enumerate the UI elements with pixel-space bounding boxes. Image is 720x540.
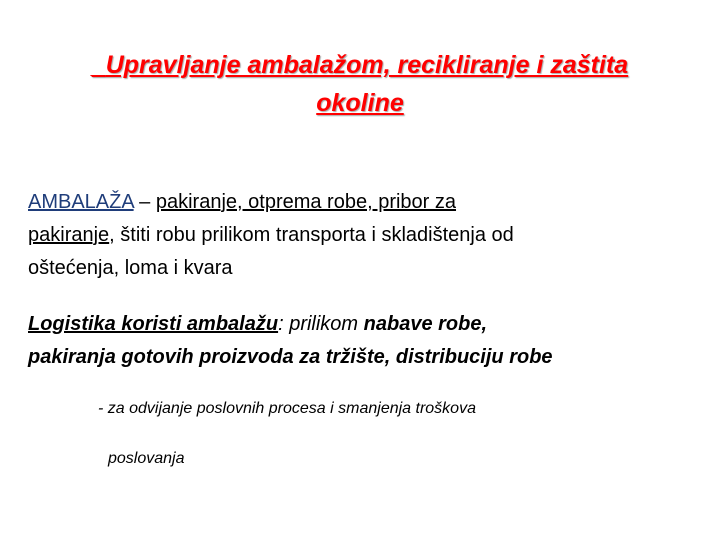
definition-paragraph: [28, 186, 698, 285]
logistics-bold-1: nabave robe,: [363, 313, 488, 335]
term-ambalaza: AMBALAŽA: [28, 191, 134, 213]
purpose-line-continued: poslovanja: [108, 450, 185, 467]
definition-text-b: pakiranje: [28, 224, 110, 246]
logistics-colon: : prilikom: [278, 313, 364, 335]
purpose-line: - za odvijanje poslovnih procesa i smanjenja troškova: [98, 400, 476, 417]
definition-rest-b: oštećenja, loma i kvara: [28, 257, 233, 279]
definition-rest-a: , štiti robu prilikom transporta i skladištenja od: [109, 224, 514, 246]
slide-title: [40, 46, 680, 122]
logistics-subject: Logistika koristi ambalažu: [28, 313, 279, 335]
title-leading-underscore: _: [91, 51, 106, 79]
definition-text-a: pakiranje, otprema robe, pribor za: [155, 191, 457, 213]
definition-dash: –: [133, 191, 156, 213]
title-line-1: Upravljanje ambalažom, recikliranje i zaštita: [105, 51, 629, 79]
title-line-2: okoline: [316, 89, 404, 117]
logistics-paragraph: [28, 308, 698, 374]
logistics-line-2: pakiranja gotovih proizvoda za tržište, distribuciju robe: [28, 346, 553, 368]
